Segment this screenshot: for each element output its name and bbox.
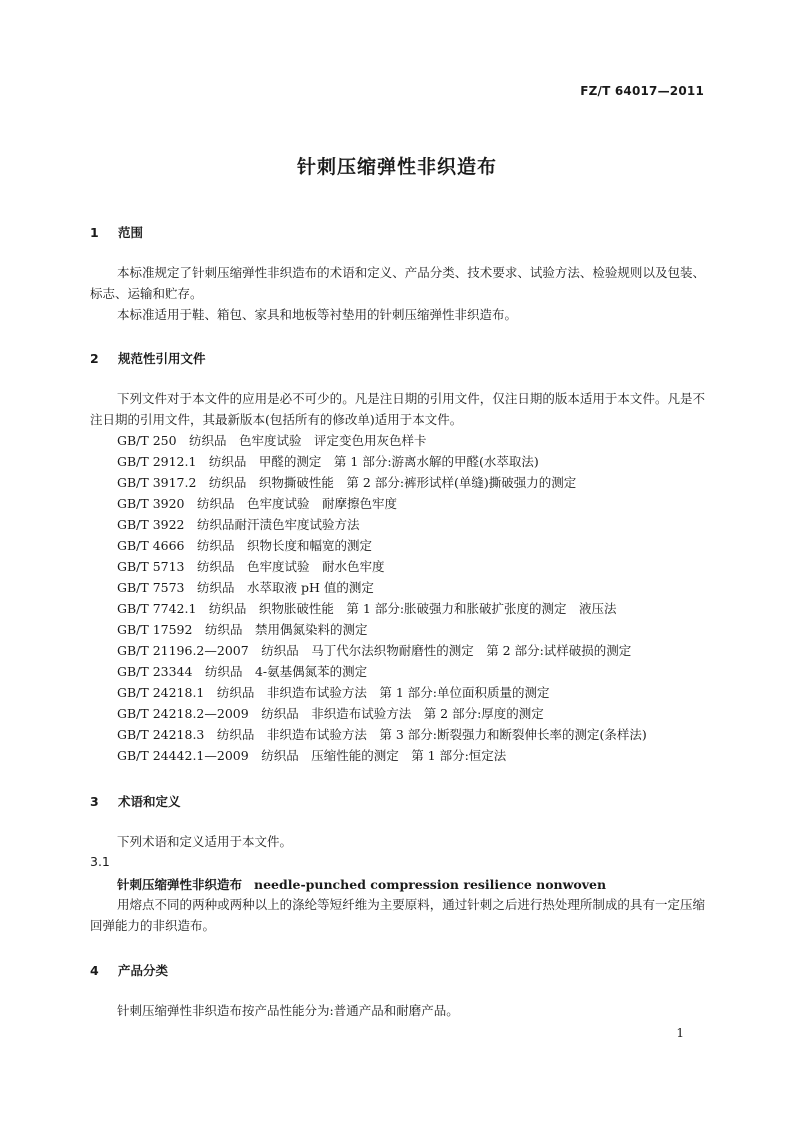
reference-item: GB/T 24218.3 纺织品 非织造布试验方法 第 3 部分:断裂强力和断裂伸长率的测定(条样法) — [117, 727, 647, 742]
term-english: needle-punched compression resilience nonwoven — [254, 877, 607, 892]
section-title: 范围 — [118, 225, 144, 240]
reference-item: GB/T 3922 纺织品耐汗渍色牢度试验方法 — [117, 517, 360, 532]
reference-item: GB/T 24442.1—2009 纺织品 压缩性能的测定 第 1 部分:恒定法 — [117, 748, 507, 763]
reference-item: GB/T 2912.1 纺织品 甲醛的测定 第 1 部分:游离水解的甲醛(水萃取法) — [117, 454, 539, 469]
section-number: 4 — [90, 963, 99, 978]
classification-text: 针刺压缩弹性非织造布按产品性能分为:普通产品和耐磨产品。 — [117, 1003, 459, 1018]
section-title: 规范性引用文件 — [118, 351, 206, 366]
term-entry — [117, 875, 606, 893]
reference-item: GB/T 7742.1 纺织品 织物胀破性能 第 1 部分:胀破强力和胀破扩张度的测定 液压法 — [117, 601, 617, 616]
reference-item: GB/T 24218.2—2009 纺织品 非织造布试验方法 第 2 部分:厚度的测定 — [117, 706, 544, 721]
document-title: 针刺压缩弹性非织造布 — [296, 156, 497, 178]
section-number: 2 — [90, 351, 99, 366]
section-heading-classification — [90, 961, 168, 979]
scope-paragraph-1: 本标准规定了针刺压缩弹性非织造布的术语和定义、产品分类、技术要求、试验方法、检验规则以及包装、标志、运输和贮存。 — [90, 265, 705, 301]
term-definition: 用熔点不同的两种或两种以上的涤纶等短纤维为主要原料，通过针刺之后进行热处理所制成的具有一定压缩回弹能力的非织造布。 — [90, 897, 705, 933]
term-number: 3.1 — [90, 854, 110, 869]
section-heading-scope — [90, 223, 143, 241]
term-chinese: 针刺压缩弹性非织造布 — [117, 877, 243, 892]
reference-item: GB/T 3920 纺织品 色牢度试验 耐摩擦色牢度 — [117, 496, 398, 511]
reference-item: GB/T 21196.2—2007 纺织品 马丁代尔法织物耐磨性的测定 第 2 部分:试样破损的测定 — [117, 643, 632, 658]
reference-item: GB/T 4666 纺织品 织物长度和幅宽的测定 — [117, 538, 373, 553]
section-number: 1 — [90, 225, 99, 240]
scope-paragraph-2: 本标准适用于鞋、箱包、家具和地板等衬垫用的针刺压缩弹性非织造布。 — [117, 307, 518, 322]
reference-item: GB/T 5713 纺织品 色牢度试验 耐水色牢度 — [117, 559, 385, 574]
section-heading-references — [90, 349, 206, 367]
section-title: 术语和定义 — [118, 794, 181, 809]
standard-code: FZ/T 64017—2011 — [580, 84, 704, 98]
reference-item: GB/T 3917.2 纺织品 织物撕破性能 第 2 部分:裤形试样(单缝)撕破强力的测定 — [117, 475, 577, 490]
reference-item: GB/T 7573 纺织品 水萃取液 pH 值的测定 — [117, 580, 374, 595]
terms-intro: 下列术语和定义适用于本文件。 — [117, 834, 293, 849]
reference-item: GB/T 17592 纺织品 禁用偶氮染料的测定 — [117, 622, 368, 637]
reference-item: GB/T 23344 纺织品 4-氨基偶氮苯的测定 — [117, 664, 368, 679]
section-heading-terms — [90, 792, 181, 810]
page-number: 1 — [676, 1026, 684, 1040]
section-title: 产品分类 — [118, 963, 169, 978]
section-number: 3 — [90, 794, 99, 809]
references-intro: 下列文件对于本文件的应用是必不可少的。凡是注日期的引用文件，仅注日期的版本适用于本文件。凡是不注日期的引用文件，其最新版本(包括所有的修改单)适用于本文件。 — [90, 391, 705, 427]
reference-item: GB/T 24218.1 纺织品 非织造布试验方法 第 1 部分:单位面积质量的测定 — [117, 685, 550, 700]
reference-item: GB/T 250 纺织品 色牢度试验 评定变色用灰色样卡 — [117, 433, 427, 448]
